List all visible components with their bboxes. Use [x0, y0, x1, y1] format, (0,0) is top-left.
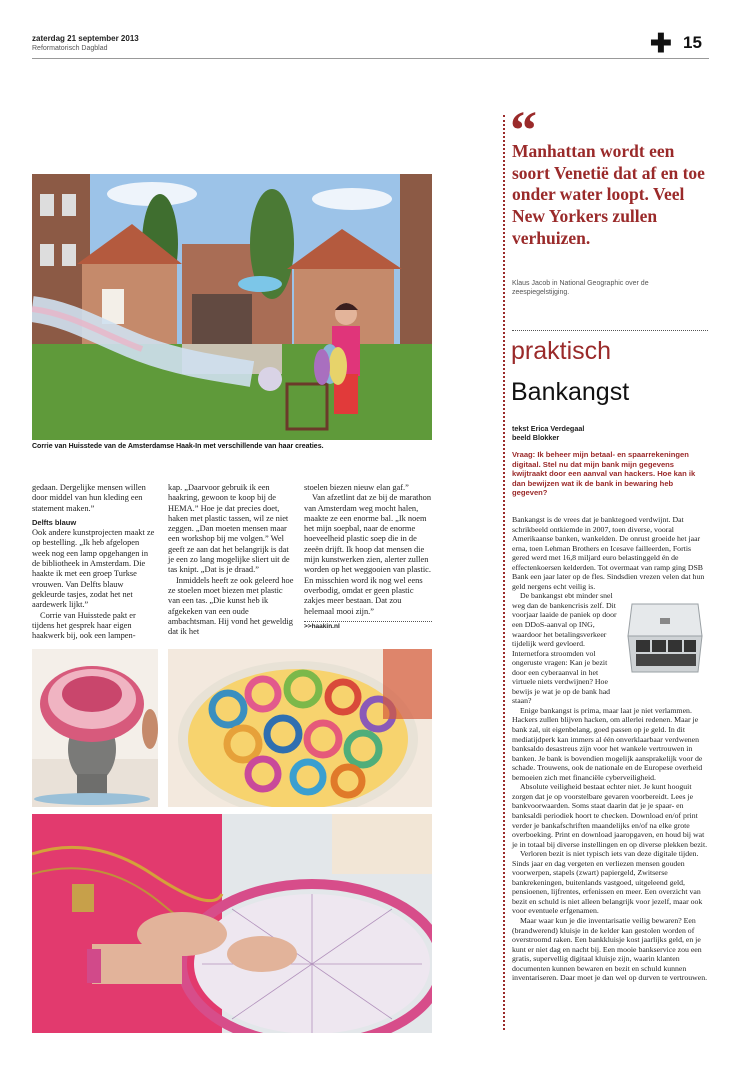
issue-date: zaterdag 21 september 2013	[32, 34, 139, 43]
answer-p4: Absolute veiligheid bestaat echter niet. Je kunt hooguit zorgen dat je op voorstelbare gevaren voorbereidt. Lees je bankvoorwaarden. Soms staat daarin dat je je spaar- en banksaldi periodiek hoort te checken. Download en/of print verder je bankafschriften maandelijks en/of na elke grote overboeking. Print en download jaaropgaven, en houd bij wat je in totaal bij diverse instellingen en op diverse plekken bezit.	[512, 782, 708, 849]
byline-text: tekst Erica Verdegaal	[512, 424, 585, 433]
article-column-1	[32, 483, 158, 641]
paragraph: kap. „Daarvoor gebruik ik een haakring, gewoon te koop bij de HEMA.” Hoe je dat precies doet, haken met plastic tassen, wil ze niet zeggen. „Dan moeten mensen maar een workshop bij me volgen.” Wel geeft ze aan dat het belangrijk is dat je een zo lang mogelijke sliert uit de tas knipt. „Dat is je draad.”	[168, 483, 290, 575]
paragraph	[512, 782, 708, 849]
byline	[512, 424, 584, 442]
answer-p6: Maar waar kun je die inventarisatie veilig bewaren? Een (brandwerend) kluisje in de kelder kan gestolen worden of overstroomd raken. Een bankkluisje kost jaarlijks geld, en je kunt er niet dag en nacht bij. Een mooie bankservice zou een gratis, supervellig digitaal kluisje zijn, waarin klanten documenten kunnen bewaren en bezit en schuld kunnen inventariseren. Daar moet je dan wel op durven te vertrouwen.	[512, 915, 708, 983]
quote-source: Klaus Jacob in National Geographic over de zeespiegelstijging.	[512, 280, 649, 296]
subheading: Delfts blauw	[32, 517, 77, 527]
reader-question: Vraag: Ik beheer mijn betaal- en spaarrekeningen digitaal. Stel nu dat mijn bank mijn gegevens kwijtraakt door een aanval van hackers. Hoe kan ik dan bewijzen wat ik de bank in bewaring heb gegeven?	[512, 450, 696, 497]
source-link[interactable]: >>haakin.nl	[304, 622, 340, 630]
paragraph	[512, 916, 708, 983]
crochet-photo	[32, 814, 432, 1033]
paragraph: Ook andere kunstprojecten maakt ze op bestelling. „Ik heb afgelopen week nog een lamp opgehangen in de bibliotheek in Amsterdam. Die haakte ik met een groep Turkse vrouwen. Van Delfts blauw gekleurde tasjes, zodat het net aardewerk lijkt.”	[32, 528, 155, 610]
main-photo	[32, 174, 432, 440]
paragraph: Inmiddels heeft ze ook geleerd hoe ze stoelen moet biezen met plastic van een tas. „Die kunst heb ik afgekeken van een oude ambachtsman. Hij vond het geweldig dat ik het	[168, 575, 294, 637]
paragraph: stoelen biezen nieuw elan gaf.”	[304, 483, 409, 492]
rings-photo	[168, 649, 432, 807]
answer-p5: Verloren bezit is niet typisch iets van deze digitale tijden. Sinds jaar en dag vergeten en verliezen mensen gouden voorwerpen, stapels (zwart) papiergeld, Zwitserse bankrekeningen, buitenlands vastgoed, uitgeleend geld, pensioenen, lijfrentes, erfenissen en meer. Een overzicht van bezit en schuld is niet alleen belangrijk voor jezelf, maar ook voor eventuele erfgenamen.	[512, 849, 703, 916]
paragraph	[512, 515, 708, 591]
byline-image: beeld Blokker	[512, 433, 560, 442]
pull-quote: Manhattan wordt een soort Venetië dat af en toe onder water loopt. Veel New Yorkers zullen verhuizen.	[512, 141, 705, 248]
answer-body	[512, 515, 708, 983]
newspaper-name: Reformatorisch Dagblad	[32, 45, 108, 52]
article-column-2	[168, 483, 294, 637]
article-title: Bankangst	[511, 378, 630, 406]
article-column-3	[304, 483, 432, 632]
answer-p3: Enige bankangst is prima, maar laat je niet verlammen. Hackers zullen blijven hacken, om allerlei redenen. Maar je bank zal, uit eigenbelang, goed passen op je geld. In dit mediatijdperk kan immers al één onverklaarbaar verdwenen banksaldo desastreus zijn voor het wankele vertrouwen in banken. Je bank is bovendien mogelijk aansprakelijk voor de schade. Trouwens, ook de nationale en de Europese overheid bemoeien zich met financiële cyberveiligheid.	[512, 705, 703, 782]
dotted-divider	[512, 330, 708, 332]
plus-logo-icon: ✚	[650, 28, 672, 58]
paragraph	[512, 849, 708, 916]
paragraph	[512, 706, 708, 782]
section-label: praktisch	[511, 337, 612, 365]
quote-mark-icon: “	[510, 100, 537, 160]
answer-p1: Bankangst is de vrees dat je banktegoed verdwijnt. Dat schrikbeeld ontkiemde in 2007, toen diverse, vooral Amerikaanse banken, wankelden. De onrust groeide het jaar erna, toen Lehman Brothers en Icesave failleerden, Fortis gered werd met 16,8 miljard euro belastinggeld én de effectenkoersen kelderden. Tot overmaat van ramp ging DSB Bank een jaar later op de fles. Sindsdien vrezen velen dat hun geld nergens echt veilig is.	[512, 515, 705, 591]
paragraph: Van afzetlint dat ze bij de marathon van Amsterdam weg mocht halen, maakte ze een enorme bal. „Ik noem het mijn soepbal, naar de enorme hoeveelheid plastic soep die in de zeeën drijft. Ik hoop dat mensen die mijn kunstwerken zien, alerter zullen worden op het weggooien van plastic. En misschien word ik nog wel eens overbodig, omdat er geen plastic zakjes meer bestaan. Dat zou helemaal mooi zijn.”	[304, 493, 432, 616]
paragraph	[512, 591, 618, 706]
answer-p2: De bankangst ebt minder snel weg dan de bankencrisis zelf. Dit voorjaar laaide de paniek op door een DDoS-aanval op ING, waardoor het betalingsverkeer tijdelijk werd gevloerd. Internetfora stroomden vol ongeruste vragen: Kan je bezit door een cyberaanval in het virtuele niets verdwijnen? Hoe bewijs je wat je op de bank had staan?	[512, 591, 617, 706]
paragraph: gedaan. Dergelijke mensen willen door middel van hun kleding een statement maken.”	[32, 483, 146, 513]
header-rule	[32, 58, 709, 59]
sidebar-divider	[503, 115, 507, 1030]
page-number: 15	[683, 33, 702, 52]
paragraph: Corrie van Huisstede pakt er tijdens het gesprek haar eigen haakwerk bij, ook een lampen-	[32, 610, 136, 641]
photo-caption: Corrie van Huisstede van de Amsterdamse Haak-In met verschillende van haar creaties.	[32, 443, 324, 450]
hat-photo	[32, 649, 158, 807]
